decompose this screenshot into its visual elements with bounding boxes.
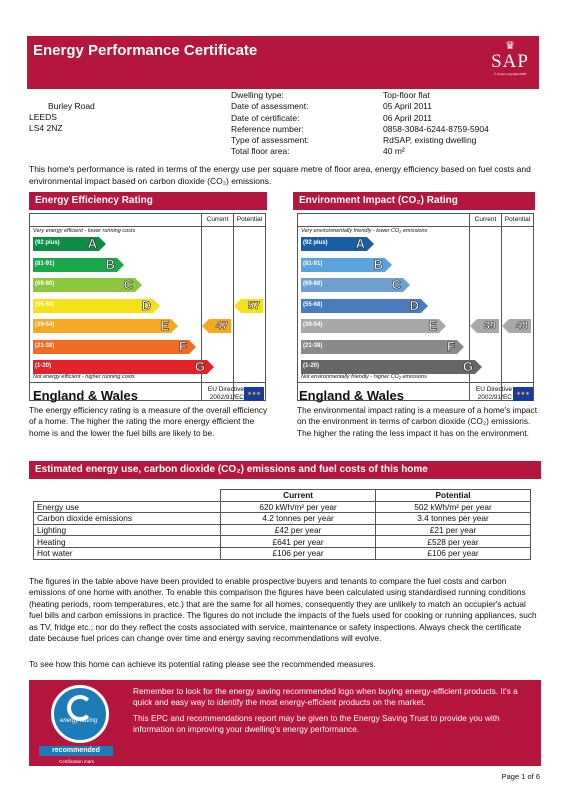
table-cell: Heating — [34, 536, 221, 548]
certificate-header — [27, 36, 539, 89]
table-row — [34, 524, 531, 536]
efficiency-current-header: Current — [201, 214, 233, 226]
sap-logo-copyright: © Crown copyright 2005 — [493, 72, 527, 76]
environment-current-header: Current — [469, 214, 501, 226]
efficiency-description: The energy efficiency rating is a measure of the overall efficiency of a home. The higher the rating the more energy efficient the home is and the lower the fuel bills are likely to be. — [29, 405, 268, 438]
efficiency-band-f — [33, 340, 189, 354]
table-cell: 3.4 tonnes per year — [376, 513, 531, 525]
table-cell: £106 per year — [376, 547, 531, 559]
detail-value: 06 April 2011 — [383, 112, 432, 123]
efficiency-bottom-note: Not energy efficient - higher running costs — [33, 374, 135, 380]
table-cell: £21 per year — [376, 524, 531, 536]
efficiency-band-a — [33, 237, 99, 251]
band-letter: G — [462, 359, 473, 374]
divider — [298, 382, 533, 383]
band-letter: E — [428, 318, 437, 333]
table-cell: £42 per year — [221, 524, 376, 536]
environment-heading: Environment Impact (CO₂) Rating — [293, 192, 535, 210]
eu-directive-line: 2002/91/EC — [477, 394, 512, 401]
band-range: (1-20) — [35, 363, 52, 369]
recommended-label: recommended — [39, 746, 113, 756]
environment-eu-directive — [442, 386, 512, 402]
band-tip — [439, 319, 446, 333]
detail-value: 05 April 2011 — [383, 101, 432, 112]
address-line-2: LEEDS — [29, 112, 57, 122]
address-line-1: Burley Road — [48, 101, 95, 111]
efficiency-band-g — [33, 360, 207, 374]
environment-band-b — [301, 258, 385, 272]
band-tip — [99, 237, 106, 251]
band-letter: A — [355, 236, 365, 251]
divider — [501, 214, 502, 400]
band-tip — [207, 360, 214, 374]
table-header: Current — [221, 490, 376, 502]
eu-directive-line: EU Directive — [207, 386, 244, 393]
detail-label: Total floor area: — [231, 146, 290, 157]
detail-value: 0858-3084-6244-8759-5904 — [383, 123, 489, 134]
intro-text: This home's performance is rated in terms of the energy use per square metre of floor area, energy efficiency based on fuel costs and environmental impact based on carbon dioxide (CO₂) emissions. — [29, 164, 531, 186]
environment-band-e — [301, 319, 439, 333]
rating-arrow — [502, 319, 509, 333]
environment-current-rating: 39 — [477, 319, 499, 333]
eu-directive-line: 2002/91/EC — [209, 394, 244, 401]
band-tip — [153, 299, 160, 313]
band-tip — [367, 237, 374, 251]
table-row — [34, 501, 531, 513]
environment-band-f — [301, 340, 457, 354]
band-range: (39-54) — [303, 322, 323, 328]
table-cell: £528 per year — [376, 536, 531, 548]
efficiency-potential-header: Potential — [233, 214, 265, 226]
table-header-row — [34, 490, 531, 502]
address-line-3: LS4 2NZ — [29, 123, 63, 133]
energy-saving-para-2: This EPC and recommendations report may be given to the Energy Saving Trust to provide you with information on improving your dwelling's energy performance. — [133, 712, 500, 734]
table-cell: 502 kWh/m² per year — [376, 501, 531, 513]
efficiency-potential-rating: 57 — [241, 299, 263, 313]
detail-label: Date of assessment: — [231, 101, 309, 112]
band-letter: G — [194, 359, 205, 374]
table-cell: Lighting — [34, 524, 221, 536]
table-header: Potential — [376, 490, 531, 502]
energy-saving-recommended-logo — [51, 685, 109, 743]
environment-band-a — [301, 237, 367, 251]
band-letter: F — [447, 338, 455, 354]
band-letter: E — [160, 318, 169, 333]
band-range: (1-20) — [303, 363, 320, 369]
energy-saving-para-1: Remember to look for the energy saving recommended logo when buying energy-efficient products. It's a quick and easy way to identify the most energy-efficient products on the market. — [133, 686, 518, 708]
eu-flag-icon: ★★★ — [513, 387, 533, 401]
table-cell: £641 per year — [221, 536, 376, 548]
efficiency-band-d — [33, 299, 153, 313]
costs-table — [33, 489, 531, 560]
detail-label: Type of assessment: — [231, 135, 309, 146]
environment-bottom-note: Not environmentally friendly - higher CO₂ emissions — [301, 374, 427, 380]
band-range: (21-38) — [303, 342, 323, 349]
page-number: Page 1 of 6 — [501, 772, 540, 781]
sap-logo — [487, 40, 533, 84]
band-letter: C — [123, 277, 133, 292]
band-range: (81-91) — [35, 260, 55, 267]
eu-directive-line: EU Directive — [475, 386, 512, 393]
table-row — [34, 536, 531, 548]
detail-value: 40 m² — [383, 146, 405, 157]
band-range: (92 plus) — [35, 240, 60, 246]
detail-label: Reference number: — [231, 123, 304, 134]
band-tip — [135, 278, 142, 292]
environment-top-note: Very environmentally friendly - lower CO₂ emissions — [301, 228, 428, 234]
table-cell: 4.2 tonnes per year — [221, 513, 376, 525]
table-cell: Hot water — [34, 547, 221, 559]
page-title: Energy Performance Certificate — [33, 42, 258, 59]
band-range: (81-91) — [303, 260, 323, 267]
band-tip — [171, 319, 178, 333]
efficiency-region: England & Wales — [33, 388, 138, 403]
band-letter: C — [391, 277, 401, 292]
divider — [30, 226, 265, 227]
table-row — [34, 513, 531, 525]
rating-arrow — [470, 319, 477, 333]
band-letter: D — [141, 297, 151, 313]
efficiency-band-e — [33, 319, 171, 333]
environment-description: The environmental impact rating is a measure of a home's impact on the environment in terms of carbon dioxide (CO₂) emissions. The higher the rating the less impact it has on the environment. — [297, 405, 537, 438]
band-tip — [117, 258, 124, 272]
table-cell: Carbon dioxide emissions — [34, 513, 221, 525]
energy-saving-logo-text: energy saving — [60, 718, 98, 724]
efficiency-band-b — [33, 258, 117, 272]
band-tip — [457, 340, 464, 354]
sap-logo-letters: SAP — [491, 51, 529, 72]
rating-arrow — [234, 299, 241, 313]
band-letter: B — [373, 256, 383, 272]
efficiency-band-c — [33, 278, 135, 292]
divider — [30, 382, 265, 383]
band-range: (39-54) — [35, 322, 55, 328]
band-letter: F — [179, 338, 187, 354]
detail-label: Date of certificate: — [231, 112, 300, 123]
efficiency-graph — [29, 213, 266, 401]
efficiency-top-note: Very energy efficient - lower running costs — [33, 228, 136, 234]
band-range: (55-68) — [303, 301, 323, 308]
table-cell: £106 per year — [221, 547, 376, 559]
dwelling-details — [231, 90, 489, 158]
band-tip — [421, 299, 428, 313]
rating-arrow — [202, 319, 209, 333]
band-letter: D — [409, 297, 419, 313]
energy-saving-text — [133, 686, 537, 735]
crown-icon: ♛ — [505, 40, 515, 52]
environment-band-g — [301, 360, 475, 374]
table-header — [34, 490, 221, 502]
eu-flag-icon: ★★★ — [244, 387, 264, 401]
divider — [298, 226, 533, 227]
band-letter: A — [87, 236, 97, 251]
energy-saving-box — [29, 680, 541, 766]
detail-value: Top-floor flat — [383, 90, 430, 100]
table-cell: 620 kWh/m² per year — [221, 501, 376, 513]
band-tip — [475, 360, 482, 374]
figures-explanation: The figures in the table above have been provided to enable prospective buyers and tenants to compare the fuel costs and carbon emissions of one home with another. To enable this comparison the figures have been calculated using standardised running conditions (heating periods, room temperatures, etc.) that are the same for all homes, consequently they are unlikely to match an occupier's actual fuel bills and carbon emissions in practice. The figures do not include the impacts of the fuels used for cooking or running appliances, such as TV, fridge etc.; nor do they reflect the costs associated with service, maintenance or safety inspections. Always check the certificate date because fuel prices can change over time and energy saving recommendations will evolve. — [29, 576, 537, 644]
environment-potential-rating: 48 — [509, 319, 531, 333]
costs-heading: Estimated energy use, carbon dioxide (CO₂) emissions and fuel costs of this home — [29, 461, 541, 479]
table-row — [34, 547, 531, 559]
environment-band-c — [301, 278, 403, 292]
environment-band-d — [301, 299, 421, 313]
band-range: (69-80) — [35, 281, 55, 287]
band-range: (55-68) — [35, 301, 55, 308]
band-letter: B — [105, 256, 115, 272]
see-recommendations-text: To see how this home can achieve its potential rating please see the recommended measures. — [29, 659, 376, 669]
environment-potential-header: Potential — [501, 214, 533, 226]
efficiency-heading: Energy Efficiency Rating — [29, 192, 267, 210]
environment-region: England & Wales — [299, 388, 404, 403]
certification-mark-label: Certification mark — [59, 759, 95, 764]
band-tip — [403, 278, 410, 292]
environment-graph — [297, 213, 534, 401]
band-range: (92 plus) — [303, 240, 328, 246]
efficiency-current-rating: 47 — [209, 319, 231, 333]
band-range: (21-38) — [35, 342, 55, 349]
band-tip — [189, 340, 196, 354]
table-cell: Energy use — [34, 501, 221, 513]
band-range: (69-80) — [303, 281, 323, 287]
detail-value: RdSAP, existing dwelling — [383, 135, 477, 146]
band-tip — [385, 258, 392, 272]
efficiency-eu-directive — [174, 386, 244, 402]
detail-label: Dwelling type: — [231, 90, 284, 100]
